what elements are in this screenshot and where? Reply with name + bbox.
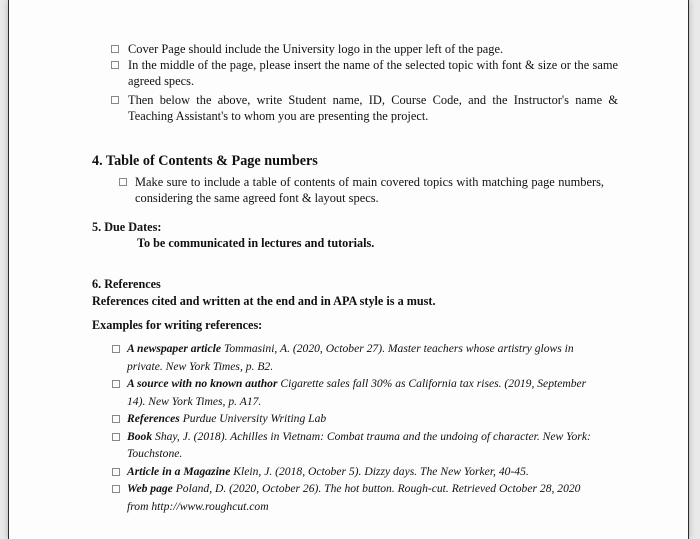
list-item — [9, 174, 688, 206]
cover-bullet-text: In the middle of the page, please insert the name of the selected topic with font & size or the same agreed specs. — [128, 58, 618, 88]
list-item — [9, 375, 688, 410]
list-item — [9, 340, 688, 375]
example-label: Article in a Magazine — [127, 464, 231, 478]
example-label: A newspaper article — [127, 342, 222, 355]
example-label: A source with no known author — [127, 377, 278, 390]
checkbox-bullet-icon — [111, 96, 119, 104]
example-text: Klein, J. (2018, October 5). Dizzy days. The New Yorker, 40-45. — [230, 464, 529, 478]
section-heading-due-dates: 5. Due Dates: — [92, 220, 162, 234]
checkbox-bullet-icon — [112, 345, 120, 353]
examples-label: Examples for writing references: — [92, 318, 263, 332]
toc-bullet-text: Make sure to include a table of contents of main covered topics with matching page numbers, considering the same agreed font & layout specs. — [135, 175, 604, 205]
toc-bullet-list — [9, 174, 688, 206]
list-item — [9, 428, 688, 463]
example-text: Poland, D. (2020, October 26). The hot button. Rough-cut. Retrieved October 28, 2020 from http://www.roughcut.com — [127, 482, 581, 513]
example-text: Shay, J. (2018). Achilles in Vietnam: Combat trauma and the undoing of character. New York: Touchstone. — [127, 429, 591, 460]
checkbox-bullet-icon — [112, 380, 120, 388]
document-page — [8, 0, 689, 539]
list-item — [9, 92, 688, 124]
references-requirement: References cited and written at the end and in APA style is a must. — [92, 294, 436, 308]
cover-bullet-text: Cover Page should include the University logo in the upper left of the page. — [128, 42, 504, 56]
checkbox-bullet-icon — [112, 415, 120, 423]
list-item — [9, 41, 688, 57]
list-item — [9, 57, 688, 89]
checkbox-bullet-icon — [119, 178, 127, 186]
example-label: Book — [127, 429, 153, 443]
cover-bullet-text: Then below the above, write Student name, ID, Course Code, and the Instructor's name & Teaching Assistant's to whom you are presenting the project. — [128, 93, 618, 123]
checkbox-bullet-icon — [112, 468, 120, 476]
example-text: Tommasini, A. (2020, October 27). Master teachers whose artistry glows in private. New York Times, p. B2. — [127, 342, 574, 373]
section-heading-references: 6. References — [92, 277, 161, 291]
cover-bullet-list — [9, 41, 688, 124]
example-label: Web page — [127, 482, 173, 495]
checkbox-bullet-icon — [111, 45, 119, 53]
checkbox-bullet-icon — [112, 485, 120, 493]
due-dates-text: To be communicated in lectures and tutorials. — [137, 236, 375, 250]
checkbox-bullet-icon — [112, 433, 120, 441]
list-item — [9, 480, 688, 515]
example-text: Purdue University Writing Lab — [179, 412, 327, 425]
example-text: Cigarette sales fall 30% as California tax rises. (2019, September 14). New York Times, p. A17. — [127, 377, 587, 408]
example-label: References — [127, 412, 180, 425]
reference-examples-list — [9, 340, 688, 515]
checkbox-bullet-icon — [111, 61, 119, 69]
section-heading-toc: 4. Table of Contents & Page numbers — [92, 153, 318, 169]
list-item — [9, 410, 688, 428]
list-item — [9, 463, 688, 481]
